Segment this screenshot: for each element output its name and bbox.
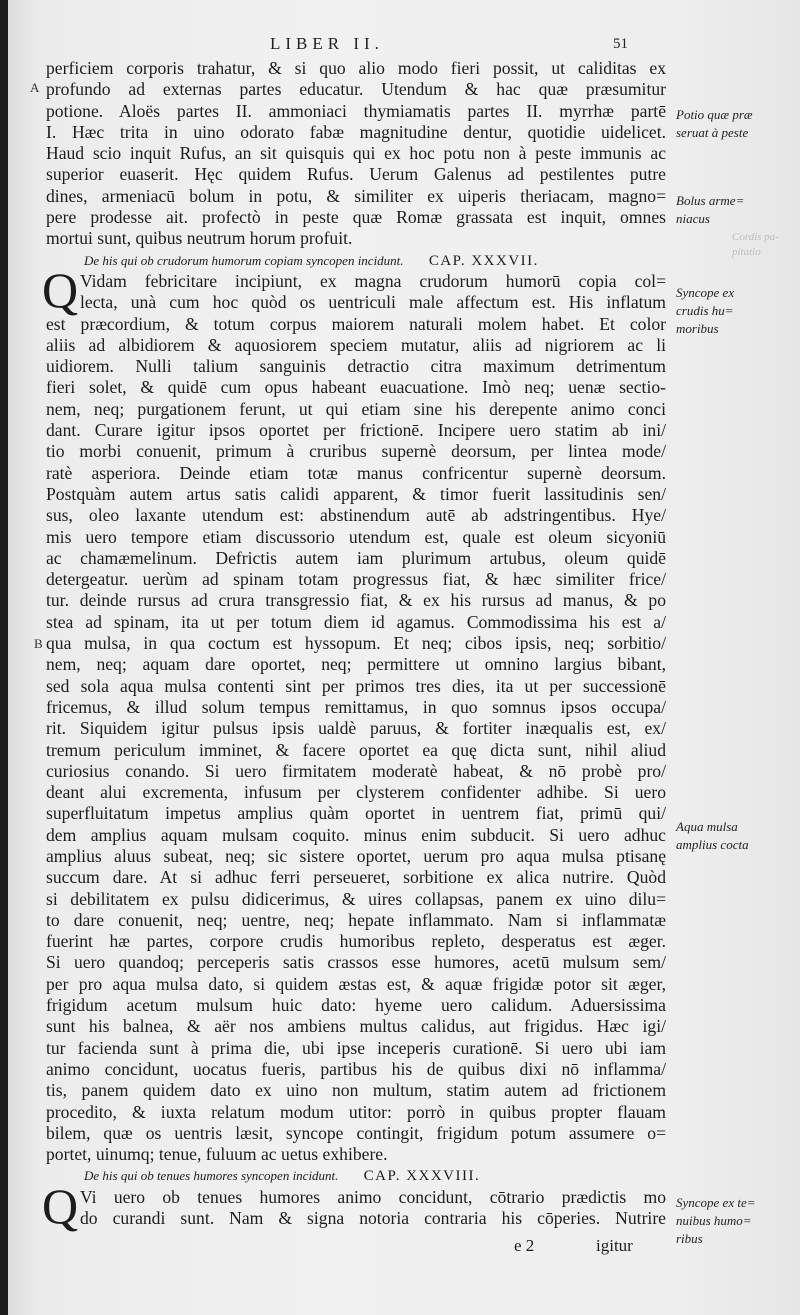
- bleed-through-text: Cordis pa- pitatio: [732, 231, 779, 258]
- text-line: dines, armeniacū bolum in potu, & similiter ex uiperis theriacam, magno=: [46, 185, 666, 206]
- marginal-note-line: Aqua mulsa: [676, 819, 738, 834]
- section-marker-b: B: [34, 636, 43, 651]
- text-line: profundo ad externas partes educatur. Utendum & hac quæ præsumitur: [46, 79, 666, 100]
- marginal-note-line: seruat à peste: [676, 125, 749, 140]
- text-line: tur. deinde rursus ad crura transgressio fiat, & ex his rursus ad manus, & po: [46, 590, 666, 611]
- marginal-note-line: ribus: [676, 1231, 703, 1246]
- text-line: rit. Siquidem igitur pulsus ipsis ualdè paruus, & fortiter inæqualis est, ex/: [46, 718, 666, 739]
- text-line: aliis ad albidiorem & aquosiorem speciem mutatur, aliis ad nigriorem ac li: [46, 334, 666, 355]
- text-line: sed sola aqua mulsa contenti sint per primos tres dies, ita ut per successionē: [46, 675, 666, 696]
- marginal-note-line: Syncope ex te=: [676, 1195, 756, 1210]
- text-line: stea ad spinam, ita ut per totum diem id agamus. Commodissima his est a/: [46, 611, 666, 632]
- running-title: LIBER II.: [270, 34, 384, 53]
- chapter-37-number: CAP. XXXVII.: [428, 252, 539, 269]
- text-line: ac chamæmelinum. Defrictis autem iam plurimum artubus, oleum quidē: [46, 547, 666, 568]
- marginal-note-bolus: [676, 192, 796, 228]
- chapter-38-initial: Q: [42, 1177, 79, 1234]
- text-line: fricemus, & illud solum tempus remittamus, in quo somnus ipsos occupa/: [46, 696, 666, 717]
- text-line: I. Hæc trita in uino odorato fabæ magnitudine dentur, quotidie uidelicet.: [46, 121, 666, 142]
- text-line: ratè asperiora. Deinde etiam totæ manus confricentur supernè deorsum.: [46, 462, 666, 483]
- text-line: superfluitatum impetus amplius quàm oportet in uentrem fiat, primū qui/: [46, 803, 666, 824]
- text-line: do curandi sunt. Nam & signa notoria contraria his cōperies. Nutrire: [80, 1208, 666, 1229]
- signature-mark: e 2: [514, 1236, 535, 1255]
- chapter-38-title: De his qui ob tenues humores syncopen incidunt.: [84, 1168, 339, 1184]
- text-line: nem, neq; aquam dare oportet, neq; permittere ut omnino largius bibant,: [46, 654, 666, 675]
- text-line: to dare conuenit, neq; uentre, neq; hepate inflammato. Nam si inflammatæ: [46, 909, 666, 930]
- marginal-note-line: moribus: [676, 321, 719, 336]
- marginal-note-line: Bolus arme=: [676, 193, 745, 208]
- text-line: per pro aqua mulsa dato, si quidem æstas est, & aquæ frigidæ potor sit æger,: [46, 973, 666, 994]
- marginal-note-line: crudis hu=: [676, 303, 734, 318]
- page-header: [8, 34, 800, 60]
- text-line: sus, oleo laxante utendum est: abstinendum autē ab adstringentibus. Hye/: [46, 505, 666, 526]
- chapter-38-number: CAP. XXXVIII.: [363, 1168, 481, 1185]
- text-line: frigidum acetum mulsum huic dato: hyeme uero calidum. Aduersissima: [46, 995, 666, 1016]
- marginal-note-line: nuibus humo=: [676, 1213, 752, 1228]
- text-line: nem, neq; purgationem ferunt, ut qui etiam sine his derepente animo conci: [46, 398, 666, 419]
- text-line: si debilitatem ex pulsu didicerimus, & uires collapsas, panem ex uino dilu=: [46, 888, 666, 909]
- text-line: Postquàm autem artus satis calidi apparent, & timor fuerit lassitudinis sen/: [46, 483, 666, 504]
- chapter-38-heading: [46, 1165, 666, 1186]
- text-line: Vi uero ob tenues humores animo concidunt, cōtrario prædictis mo: [80, 1186, 666, 1207]
- section-marker-a: A: [30, 80, 40, 95]
- text-line: lecta, unà cum hoc quòd os uentriculi male affectum est. His inflatum: [80, 292, 666, 313]
- text-line: bilem, quæ os uentris læsit, syncope contingit, frigidum potum assumere o=: [46, 1122, 666, 1143]
- text-line: qua mulsa, in qua coctum est hyssopum. Et neq; cibos ipsis, neq; sorbitio/: [46, 633, 666, 654]
- text-line: Vidam febricitare incipiunt, ex magna crudorum humorū copia col=: [80, 270, 666, 291]
- text-line: fieri solet, & quidē cum opus habeant euacuatione. Imò neq; uenæ sectio-: [46, 377, 666, 398]
- text-line: portet, uinumq; tenue, fuluum ac uetus exhibere.: [46, 1144, 388, 1165]
- text-line: pere prodesse ait. profectò in peste quæ Romæ grassata est inquit, omnes: [46, 207, 666, 228]
- text-line: Haud scio inquit Rufus, an sit quisquis qui ex hoc potu non à peste immunis ac: [46, 143, 666, 164]
- marginal-note-line: Syncope ex: [676, 285, 735, 300]
- marginal-note-aqua-mulsa: [676, 818, 796, 854]
- text-line: deant alui excrementa, infusum per clysterem confidenter adhibe. Si uero: [46, 782, 666, 803]
- page-number: 51: [613, 36, 628, 52]
- text-line: tremum periculum imminet, & facere oportet ea quę dicta sunt, nihil aliud: [46, 739, 666, 760]
- text-line: mortui sunt, quibus neutrum horum profuit.: [46, 228, 353, 249]
- marginal-note-line: amplius cocta: [676, 837, 749, 852]
- text-line: tio morbi conuenit, primum à cruribus supernè deorsum, per lintea mode/: [46, 441, 666, 462]
- chapter-37-title: De his qui ob crudorum humorum copiam syncopen incidunt.: [84, 252, 404, 268]
- chapter-38-body: [42, 1177, 666, 1234]
- main-text-column: [42, 58, 666, 1234]
- text-line: amplius aluus subeat, neq; sic sistere oportet, uerum pro aqua mulsa ptisanę: [46, 845, 666, 866]
- text-line: procedito, & iuxta relatum modum utitor: porrò in quibus propter flauam: [46, 1101, 666, 1122]
- text-line: uidiorem. Nulli talium sanguinis detractio citra maximum detrimentum: [46, 356, 666, 377]
- text-line: dem amplius aquam mulsam coquito. minus enim subducit. Si uero adhuc: [46, 824, 666, 845]
- text-line: sunt his balnea, & aër nos ambiens multus calidus, aut frigidus. Hæc igi/: [46, 1016, 666, 1037]
- text-line: perficiem corporis trahatur, & si quo alio modo fieri possit, ut caliditas ex: [46, 58, 666, 78]
- chapter-37-initial: Q: [42, 261, 79, 318]
- text-line: detergeatur. uerùm ad spinam totam progressus fiat, & hæc similiter frice/: [46, 569, 666, 590]
- paragraph-top: [46, 58, 666, 250]
- text-line: tis, panem quidem dato ex uino non multum, statim autem ad frictionem: [46, 1080, 666, 1101]
- marginal-note-syncope-crudis: [676, 284, 796, 338]
- text-line: Si uero quandoq; perceperis satis crassos esse humores, acetū mulsum sem/: [46, 952, 666, 973]
- chapter-37-body: [42, 261, 666, 1165]
- text-line: fuerint hæ partes, corpore crudis humoribus repleto, desperatus est æger.: [46, 931, 666, 952]
- marginal-note-line: Potio quæ præ: [676, 107, 753, 122]
- text-line: animo concidunt, uocatus fueris, partibus his de quibus dixi nō inflamma/: [46, 1058, 666, 1079]
- text-line: mis uero tempore etiam discussorio utendum est, quale est oleum sicyoniū: [46, 526, 666, 547]
- text-line: est præcordium, & totum corpus maiorem naturali molem habet. Et color: [46, 313, 666, 334]
- text-line: curiosius conando. Si uero firmitatem moderatè habeat, & nō probè pro/: [46, 760, 666, 781]
- book-page: [8, 0, 800, 1315]
- marginal-note-potio: [676, 106, 796, 142]
- text-line: dant. Curare igitur ipsos oportet per frictionē. Incipere uero statim ab ini/: [46, 420, 666, 441]
- text-line: tur facienda sunt à prima die, ubi ipse inceperis curationē. Si uero ubi iam: [46, 1037, 666, 1058]
- chapter-37-heading: [46, 250, 666, 271]
- text-line: potione. Aloës partes II. ammoniaci thymiamatis partes II. myrrhæ partē: [46, 100, 666, 121]
- marginal-note-line: niacus: [676, 211, 710, 226]
- text-line: succum dare. At si adhuc ferri perseueret, sorbitione ex alica nutrire. Quòd: [46, 867, 666, 888]
- text-line: superior euaserit. Hęc quidem Rufus. Uerum Galenus ad pestilentes putre: [46, 164, 666, 185]
- catchword: igitur: [596, 1236, 633, 1255]
- marginal-note-syncope-tenuibus: [676, 1194, 796, 1248]
